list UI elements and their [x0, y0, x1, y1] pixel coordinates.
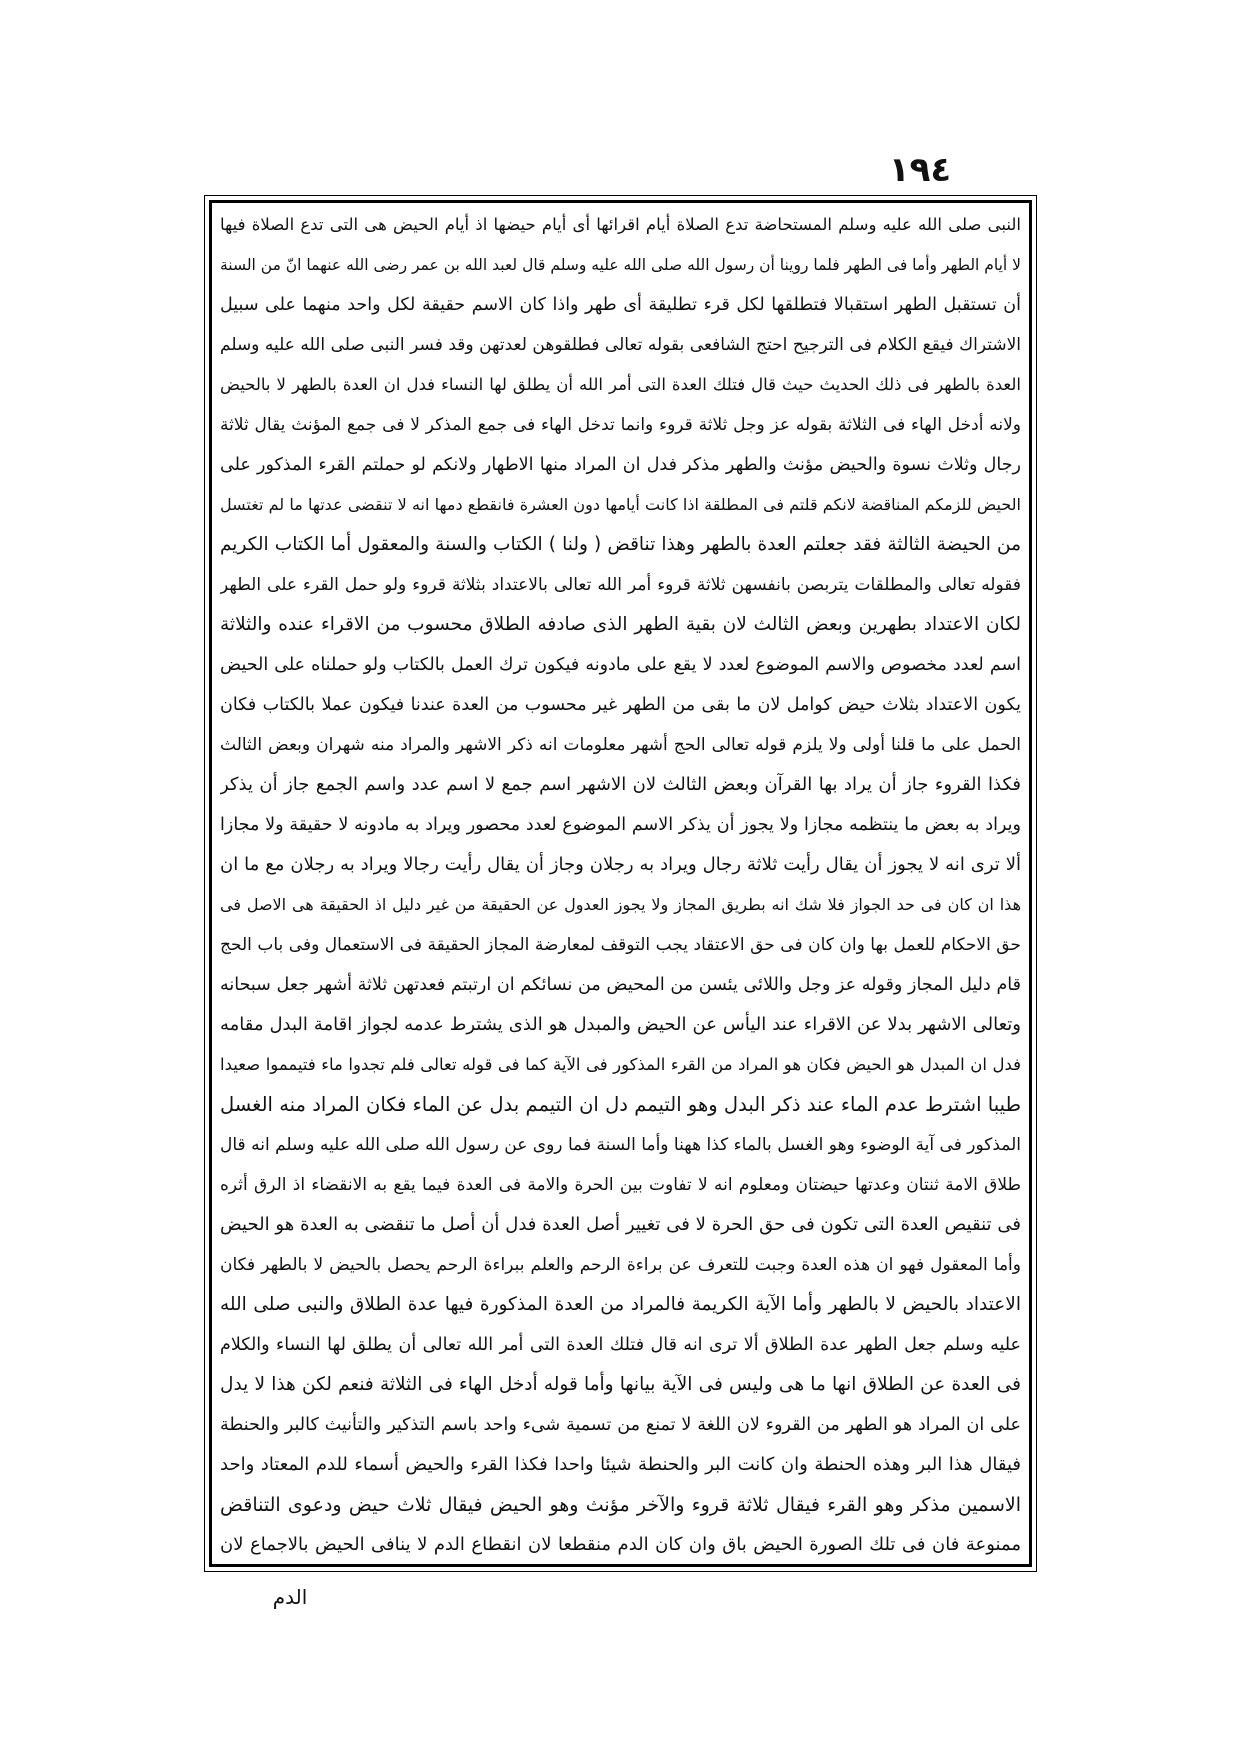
- text-line: ويراد به بعض ما ينتظمه مجازا ولا يجوز أن يذكر الاسم الموضوع لعدد محصور ويراد به مادونه لا حقيقة ولا مجازا: [220, 815, 1021, 835]
- text-line: رجال وثلاث نسوة والحيض مؤنث والطهر مذكر فدل ان المراد منها الاطهار ولانكم لو حملتم القرء المذكور على: [220, 455, 1021, 475]
- text-line: قام دليل المجاز وقوله عز وجل واللائى يئسن من المحيض من نسائكم ان ارتبتم فعدتهن ثلاثة أشهر جعل سبحانه: [220, 975, 1021, 995]
- text-line: ممنوعة فان فى تلك الصورة الحيض باق وان كان الدم منقطعا لان انقطاع الدم لا ينافى الحيض بالاجماع لان: [220, 1534, 1021, 1555]
- text-line: فى تنقيص العدة التى تكون فى حق الحرة لا فى تغيير أصل العدة فدل أن أصل ما تنقضى به العدة هو الحيض: [220, 1214, 1021, 1235]
- page-number: ١٩٤: [888, 150, 952, 190]
- text-line: فيقال هذا البر وهذه الحنطة وان كانت البر والحنطة شيئا واحدا فكذا القرء والحيض أسماء للدم المعتاد واحد: [220, 1454, 1021, 1475]
- text-line: يكون الاعتداد بثلاث حيض كوامل لان ما بقى من الطهر غير محسوب من العدة عندنا فيكون عملا بالكتاب فكان: [220, 695, 1021, 715]
- page-frame-inner-border: [209, 200, 1032, 1567]
- text-line: فكذا القروء جاز أن يراد بها القرآن وبعض الثالث لان الاشهر اسم جمع لا اسم عدد واسم الجمع جاز أن يذكر: [220, 774, 1021, 795]
- text-line: الاسمين مذكر وهو القرء فيقال ثلاثة قروء والآخر مؤنث وهو الحيض فيقال ثلاث حيض ودعوى التناقض: [220, 1494, 1021, 1516]
- text-line: لا أيام الطهر وأما فى الطهر فلما روينا أن رسول الله صلى الله عليه وسلم قال لعبد الله بن عمر رضى الله عنهما انّ من السنة: [220, 256, 1021, 274]
- text-line: الحمل على ما قلنا أولى ولا يلزم قوله تعالى الحج أشهر معلومات انه ذكر الاشهر والمراد منه شهران وبعض الثالث: [220, 735, 1021, 755]
- catchword: الدم: [272, 1585, 308, 1609]
- text-line: وأما المعقول فهو ان هذه العدة وجبت للتعرف عن براءة الرحم والعلم ببراءة الرحم يحصل بالحيض لا بالطهر فكان: [220, 1255, 1021, 1275]
- text-line: الحيض للزمكم المناقضة لانكم قلتم فى المطلقة اذا كانت أيامها دون العشرة فانقطع دمها انه لا تنقضى عدتها ما لم تغتسل: [220, 495, 1021, 514]
- text-line: العدة بالطهر فى ذلك الحديث حيث قال فتلك العدة التى أمر الله أن يطلق لها النساء فدل ان العدة بالطهر لا بالحيض: [220, 375, 1021, 394]
- text-line: اسم لعدد مخصوص والاسم الموضوع لعدد لا يقع على مادونه فيكون ترك العمل بالكتاب ولو حملناه على الحيض: [220, 655, 1021, 675]
- text-line: على ان المراد هو الطهر من القروء لان اللغة لا تمنع من تسمية شىء واحد باسم التذكير والتأنيث كالبر والحنطة: [220, 1415, 1021, 1435]
- text-line: عليه وسلم جعل الطهر عدة الطلاق ألا ترى انه قال فتلك العدة التى أمر الله تعالى أن يطلق لها النساء والكلام: [220, 1335, 1021, 1355]
- page-frame-outer-border: [204, 195, 1037, 1572]
- text-line: الاشتراك فيقع الكلام فى الترجيح احتج الشافعى بقوله تعالى فطلقوهن لعدتهن وقد فسر النبى صلى الله عليه وسلم: [220, 335, 1021, 355]
- text-line: ألا ترى انه لا يجوز أن يقال رأيت ثلاثة رجال ويراد به رجلان وجاز أن يقال رأيت رجالا ويراد به رجلان مع ما ان: [220, 854, 1021, 875]
- text-line: ولانه أدخل الهاء فى الثلاثة بقوله عز وجل ثلاثة قروء وانما تدخل الهاء فى جمع المذكر لا فى جمع المؤنث يقال ثلاثة: [220, 415, 1021, 435]
- main-text-block: [220, 205, 1021, 1562]
- text-line: فدل ان المبدل هو الحيض فكان هو المراد من القرء المذكور فى الآية كما فى قوله تعالى فلم تجدوا ماء فتيمموا صعيدا: [220, 1055, 1021, 1074]
- text-line: حق الاحكام للعمل بها وان كان فى حق الاعتقاد يجب التوقف لمعارضة المجاز الحقيقة فى الاستعمال وفى باب الحج: [220, 935, 1021, 955]
- text-line: الاعتداد بالحيض لا بالطهر وأما الآية الكريمة فالمراد من العدة المذكورة فيها عدة الطلاق والنبى صلى الله: [220, 1294, 1021, 1315]
- text-line: طيبا اشترط عدم الماء عند ذكر البدل وهو التيمم دل ان التيمم بدل عن الماء فكان المراد منه الغسل: [220, 1093, 1021, 1116]
- text-line: وتعالى الاشهر بدلا عن الاقراء عند اليأس عن الحيض والمبدل هو الذى يشترط عدمه لجواز اقامة البدل مقامه: [220, 1014, 1021, 1035]
- text-line: المذكور فى آية الوضوء وهو الغسل بالماء كذا ههنا وأما السنة فما روى عن رسول الله صلى الله عليه وسلم انه قال: [220, 1135, 1021, 1155]
- text-line: هذا ان كان فى حد الجواز فلا شك انه بطريق المجاز ولا يجوز العدول عن الحقيقة من غير دليل اذ الحقيقة هى الاصل فى: [220, 895, 1021, 914]
- text-line: من الحيضة الثالثة فقد جعلتم العدة بالطهر وهذا تناقض ( ولنا ) الكتاب والسنة والمعقول أما الكتاب الكريم: [220, 534, 1021, 555]
- text-line: لكان الاعتداد بطهرين وبعض الثالث لان بقية الطهر الذى صادفه الطلاق محسوب من الاقراء عنده والثلاثة: [220, 614, 1021, 635]
- text-line: أن تستقبل الطهر استقبالا فتطلقها لكل قرء تطليقة أى طهر واذا كان الاسم حقيقة لكل واحد منهما على سبيل: [220, 295, 1021, 315]
- text-line: فقوله تعالى والمطلقات يتربصن بانفسهن ثلاثة قروء أمر الله تعالى بالاعتداد بثلاثة قروء ولو حمل القرء على الطهر: [220, 575, 1021, 595]
- text-line: فى العدة عن الطلاق انها ما هى وليس فى الآية بيانها وأما قوله أدخل الهاء فى الثلاثة فنعم لكن هذا لا يدل: [220, 1374, 1021, 1395]
- text-line: طلاق الامة ثنتان وعدتها حيضتان ومعلوم انه لا تفاوت بين الحرة والامة فى العدة فيما يقع به الانقضاء اذ الرق أثره: [220, 1175, 1021, 1195]
- text-line: النبى صلى الله عليه وسلم المستحاضة تدع الصلاة أيام اقرائها أى أيام حيضها اذ أيام الحيض هى التى تدع الصلاة فيها: [220, 215, 1021, 234]
